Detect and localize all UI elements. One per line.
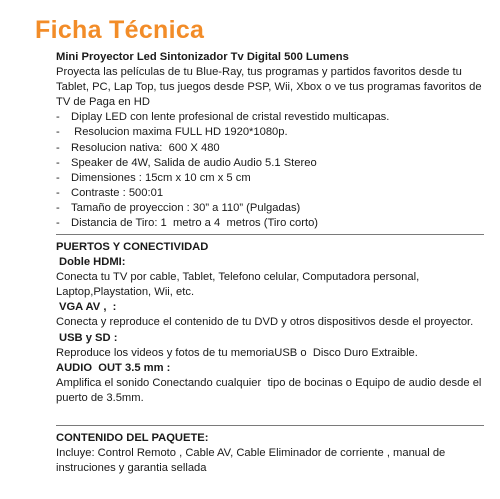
ports-section [56, 240, 486, 406]
ports-heading: PUERTOS Y CONECTIVIDAD [56, 241, 209, 253]
page-title: Ficha Técnica [35, 16, 205, 44]
port-label-hdmi: Doble HDMI: [59, 256, 126, 269]
spec-list [56, 110, 486, 231]
package-heading: CONTENIDO DEL PAQUETE: [56, 432, 209, 444]
spec-item: - Dimensiones : 15cm x 10 cm x 5 cm [56, 171, 251, 184]
spec-item: - Contraste : 500:01 [56, 186, 164, 199]
package-text: Incluye: Control Remoto , Cable AV, Cable Eliminador de corriente , manual de instruciones y garantia sellada [56, 447, 446, 475]
product-name: Mini Proyector Led Sintonizador Tv Digital 500 Lumens [56, 51, 349, 63]
product-description: Proyecta las películas de tu Blue-Ray, tus programas y partidos favoritos desde tu Tablet, PC, Lap Top, tus juegos desde PSP, Wii, Xbox o ve tus programas favoritos de TV de Paga en HD [56, 66, 482, 109]
spec-item: - Tamaño de proyeccion : 30” a 110” (Pulgadas) [56, 201, 301, 214]
package-section [56, 431, 486, 476]
section-divider [56, 425, 484, 426]
spec-item: - Diplay LED con lente profesional de cristal revestido multicapas. [56, 111, 390, 124]
port-text-hdmi: Conecta tu TV por cable, Tablet, Telefono celular, Computadora personal, Laptop,Playstation, Wii, etc. [56, 271, 420, 299]
section-divider [56, 234, 484, 235]
port-text-usb: Reproduce los videos y fotos de tu memoriaUSB o Disco Duro Extraible. [56, 346, 418, 359]
port-text-audio: Amplifica el sonido Conectando cualquier tipo de bocinas o Equipo de audio desde el puerto de 3.5mm. [56, 376, 485, 404]
spec-item: - Resolucion nativa: 600 X 480 [56, 141, 220, 154]
port-label-usb: USB y SD : [59, 331, 118, 344]
port-label-vga: VGA AV , : [59, 301, 117, 314]
spec-item: - Distancia de Tiro: 1 metro a 4 metros (Tiro corto) [56, 217, 319, 230]
port-text-vga: Conecta y reproduce el contenido de tu DVD y otros dispositivos desde el proyector. [56, 316, 474, 329]
product-section [56, 50, 486, 231]
spec-item: - Resolucion maxima FULL HD 1920*1080p. [56, 126, 288, 139]
port-label-audio: AUDIO OUT 3.5 mm : [56, 361, 171, 374]
spec-item: - Speaker de 4W, Salida de audio Audio 5.1 Stereo [56, 156, 317, 169]
